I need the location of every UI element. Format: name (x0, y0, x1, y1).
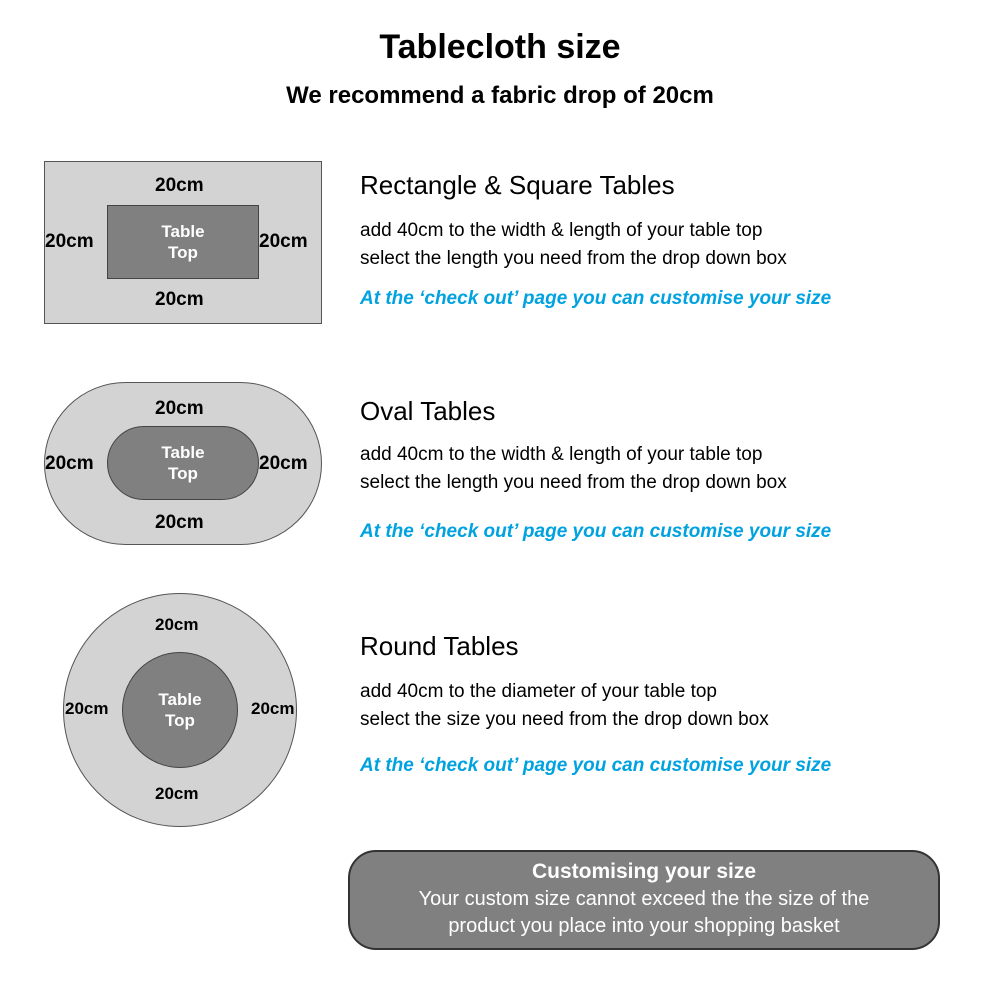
rectangle-line-2: select the length you need from the drop down box (360, 248, 787, 269)
round-checkout-note: At the ‘check out’ page you can customise your size (360, 755, 832, 776)
round-table-top (122, 652, 238, 768)
round-drop-right: 20cm (251, 699, 295, 718)
rectangle-drop-right: 20cm (259, 231, 308, 252)
table-top-label-line1: Table (158, 689, 202, 709)
rectangle-heading: Rectangle & Square Tables (360, 170, 675, 200)
oval-line-1: add 40cm to the width & length of your table top (360, 444, 763, 465)
oval-table-top (107, 426, 259, 500)
customising-size-box (348, 850, 940, 950)
rectangle-drop-bottom: 20cm (155, 289, 204, 310)
oval-heading: Oval Tables (360, 396, 496, 426)
table-top-label-line1: Table (161, 221, 205, 241)
page-title: Tablecloth size (379, 28, 621, 66)
oval-drop-right: 20cm (259, 453, 308, 474)
rectangle-line-1: add 40cm to the width & length of your table top (360, 220, 763, 241)
oval-checkout-note: At the ‘check out’ page you can customise your size (360, 521, 832, 542)
page-subtitle: We recommend a fabric drop of 20cm (286, 82, 714, 109)
rectangle-checkout-note: At the ‘check out’ page you can customise your size (360, 288, 832, 309)
oval-drop-bottom: 20cm (155, 512, 204, 533)
customising-size-title: Customising your size (531, 860, 757, 883)
oval-line-2: select the length you need from the drop down box (360, 472, 787, 493)
oval-drop-top: 20cm (155, 398, 204, 419)
rectangle-drop-top: 20cm (155, 175, 204, 196)
round-drop-left: 20cm (65, 699, 109, 718)
table-top-label-line1: Table (161, 442, 205, 462)
table-top-label-line2: Top (168, 464, 198, 483)
round-line-2: select the size you need from the drop down box (360, 709, 769, 730)
table-top-label-line2: Top (168, 243, 198, 262)
round-heading: Round Tables (360, 631, 519, 661)
customising-size-line-1: Your custom size cannot exceed the the size of the (418, 888, 870, 910)
rectangle-drop-left: 20cm (45, 231, 94, 252)
table-top-label-line2: Top (165, 711, 195, 730)
oval-drop-left: 20cm (45, 453, 94, 474)
round-drop-top: 20cm (155, 615, 199, 634)
rectangle-table-top (107, 205, 259, 279)
customising-size-line-2: product you place into your shopping basket (448, 915, 840, 937)
round-drop-bottom: 20cm (155, 784, 199, 803)
round-line-1: add 40cm to the diameter of your table top (360, 681, 717, 702)
